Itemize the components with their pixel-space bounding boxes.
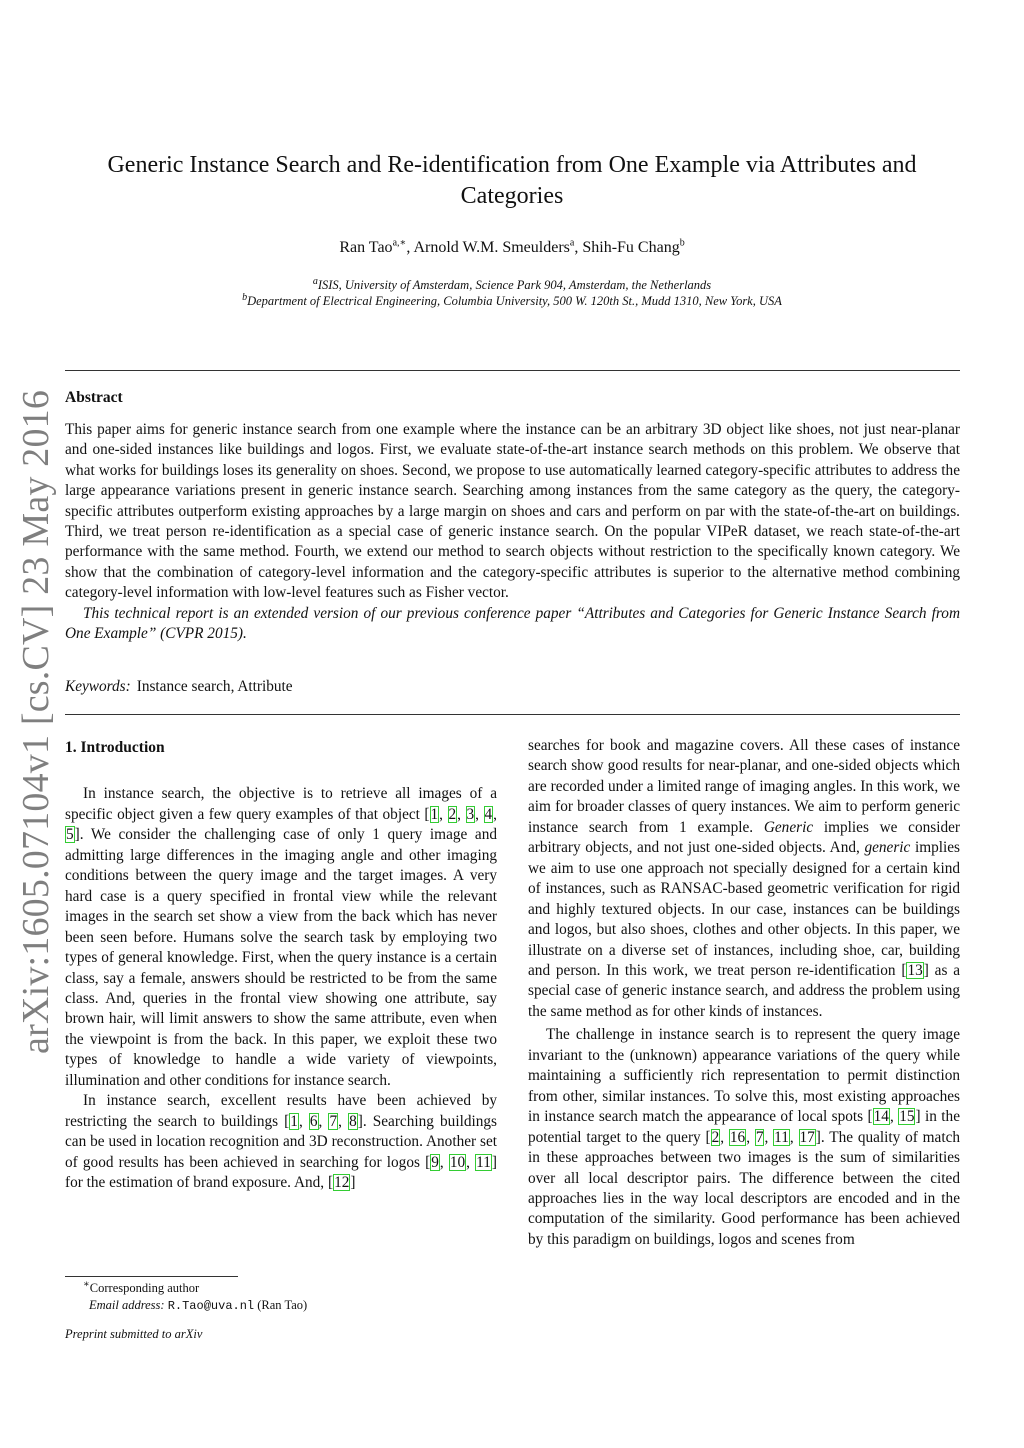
citation-link[interactable]: 7 [329,1112,338,1130]
preprint-notice: Preprint submitted to arXiv [65,1327,203,1341]
affiliations [80,277,944,309]
citation-link[interactable]: 14 [873,1108,889,1126]
abstract-paragraph: This paper aims for generic instance search from one example where the instance can be an arbitrary 3D object like shoes, not just near-planar and one-sided instances like buildings and logos. First, we evaluate state-of-the-art instance search methods on this problem. We observe that what works for buildings loses its generality on shoes. Second, we propose to use automatically learned category-specific attributes to address the large appearance variations present in generic instance search. Searching among instances from the same category as the query, the category-specific attributes outperform existing approaches by a large margin on shoes and cars and perform on par with the state-of-the-art on buildings. Third, we treat person re-identification as a special case of generic instance search. On the popular VIPeR dataset, we reach state-of-the-art performance with the same method. Fourth, we extend our method to search objects without restriction to the specifically known category. We show that the combination of category-level information and the category-specific attributes is superior to the alternative method combining category-level information with low-level features such as Fisher vector. [65,421,960,602]
affiliation-line: $^b$Department of Electrical Engineering, Columbia University, 500 W. 120th St., Mudd 1310, New York, USA [242,291,782,308]
abstract-note: This technical report is an extended version of our previous conference paper “Attributes and Categories for Generic Instance Search from One Example” (CVPR 2015). [65,604,960,643]
abstract-heading: Abstract [65,389,123,406]
citation-link[interactable]: 11 [774,1128,789,1146]
keywords [65,678,293,696]
citation-link[interactable]: 17 [799,1128,815,1146]
author-affil-mark: b [679,237,685,249]
abstract-divider [65,714,960,715]
citation-link[interactable]: 12 [334,1174,350,1192]
citation-link[interactable]: 3 [466,805,475,823]
author-affil-mark: a,∗ [392,237,407,249]
citation-link[interactable]: 7 [755,1128,764,1146]
keywords-label: Keywords: [65,678,131,695]
column-right [528,736,960,1250]
citation-link[interactable]: 1 [290,1112,298,1130]
author-list: Ran Tao$^{a,∗}$, Arnold W.M. Smeulders$^a$, Shih-Fu Chang$^b$ [339,237,685,256]
top-divider [65,370,960,371]
author-name: Ran Tao [339,239,393,256]
citation-link[interactable]: 2 [711,1128,720,1146]
footnote [65,1280,497,1315]
citation-link[interactable]: 10 [449,1153,466,1171]
author-name: Arnold W.M. Smeulders [413,239,570,256]
footnote-email: Email address: R.Tao@uva.nl (Ran Tao) [89,1298,308,1313]
paper-title: Generic Instance Search and Re-identification from One Example via Attributes and Categories [107,152,917,209]
column-left [65,736,497,1194]
citation-link[interactable]: 2 [448,805,457,823]
paragraph: The challenge in instance search is to represent the query image invariant to the (unknown) appearance variations of the query while maintaining a sufficiently rich representation to permit distinction from other, similar instances. To solve this, most existing approaches in instance search match the appearance of local spots [14, 15] in the potential target to the query [2, 16, 7, 11, 17]. The quality of match in these approaches between two images is the sum of similarities over all local descriptor pairs. The difference between the cited approaches lies in the way local descriptors are encoded and in the computation of the similarity. Good performance has been achieved by this paradigm on buildings, logos and scenes from [528,1026,961,1248]
citation-link[interactable]: 4 [484,805,493,823]
citation-link[interactable]: 9 [431,1153,439,1171]
footnote-corresponding: ∗Corresponding author [83,1278,200,1295]
citation-link[interactable]: 15 [899,1108,915,1126]
citation-link[interactable]: 11 [476,1153,491,1171]
footnote-divider [65,1276,238,1277]
paragraph: In instance search, excellent results have been achieved by restricting the search to buildings [1, 6, 7, 8]. Searching buildings can be used in location recognition and 3D reconstruction. Another set of good results has been achieved in searching for logos [9, 10, 11] for the estimation of brand exposure. And, [12] [65,1092,497,1192]
section-heading: 1. Introduction [65,739,165,756]
citation-link[interactable]: 13 [907,961,923,979]
keywords-value: Instance search, Attribute [136,678,293,695]
paragraph: In instance search, the objective is to retrieve all images of a specific object given a few query examples of that object [1, 2, 3, 4, 5]. We consider the challenging case of only 1 query image and admitting large differences in the imaging angle and other imaging conditions between the query image and the target images. A very hard case is a query specified in frontal view while the relevant images in the search set show a view from the back which has never been seen before. Humans solve the search task by employing two types of general knowledge. First, when the query instance is a certain class, say a female, answers should be restricted to be from the same class. And, queries in the frontal view showing one attribute, say brown hair, will limit answers to show the same attribute, even when the viewpoint is from the back. In this paper, we exploit these two types of knowledge to handle a wide variety of viewpoints, illumination and other conditions for instance search. [65,785,497,1089]
author-affil-mark: a [569,237,575,249]
email-link[interactable]: R.Tao@uva.nl [167,1299,255,1313]
author-name: Shih-Fu Chang [582,239,680,256]
citation-link[interactable]: 16 [729,1128,746,1146]
paragraph: searches for book and magazine covers. All these cases of instance search show good results for near-planar, and one-sided objects which are recorded under a limited range of imaging angles. In this work, we aim for broader classes of query instances. We aim to perform generic instance search from 1 example. Generic implies we consider arbitrary objects, and not just one-sided objects. And, generic implies we aim to use one approach not specially designed for a certain kind of instances, such as RANSAC-based geometric verification for rigid and highly textured objects. In our case, instances can be buildings and logos, but also shoes, clothes and other objects. In this paper, we illustrate on a diverse set of instances, including shoe, car, building and person. In this work, we treat person re-identification [13] as a special case of generic instance search, and address the problem using the same method as for other kinds of instances. [528,737,961,1020]
citation-link[interactable]: 1 [430,805,439,823]
arxiv-stamp: arXiv:1605.07104v1 [cs.CV] 23 May 2016 [15,389,57,1054]
citation-link[interactable]: 5 [66,826,74,844]
citation-link[interactable]: 6 [309,1112,318,1130]
affiliation-line: $^a$ISIS, University of Amsterdam, Science Park 904, Amsterdam, the Netherlands [312,275,712,292]
abstract-text [65,420,960,644]
citation-link[interactable]: 8 [349,1112,357,1130]
